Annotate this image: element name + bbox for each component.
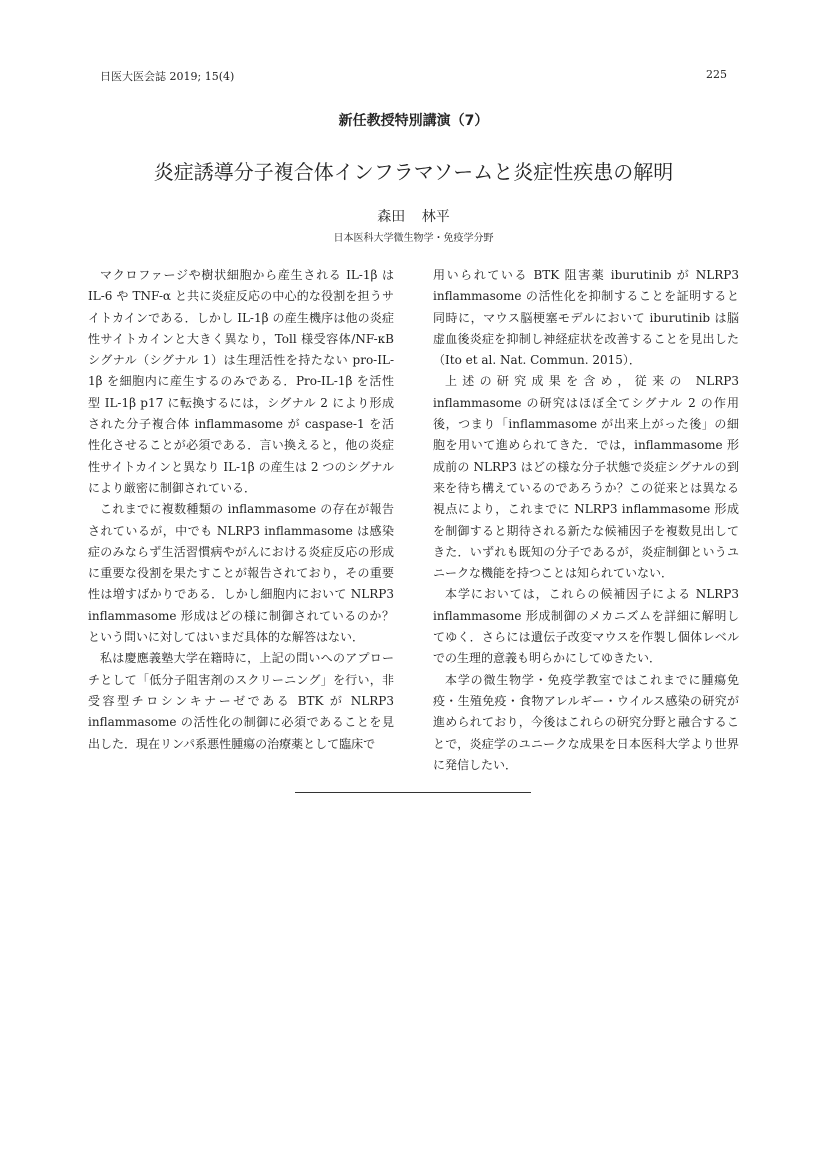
right-column <box>433 265 739 776</box>
body-paragraph-continuation: 用いられている BTK 阻害薬 iburutinib が NLRP3 inflammasome の活性化を抑制することを証明すると同時に，マウス脳梗塞モデルにおいて iburutinib は脳虚血後炎症を抑制し神経症状を改善することを見出した（Ito et al. Nat. Commun. 2015）． <box>433 268 739 368</box>
body-paragraph: 本学においては，これらの候補因子による NLRP3 inflammasome 形成制御のメカニズムを詳細に解明してゆく．さらには遺伝子改変マウスを作製し個体レベルでの生理的意義も明らかにしてゆきたい． <box>433 587 739 666</box>
author-name: 森田 林平 <box>377 209 450 225</box>
author-affiliation: 日本医科大学微生物学・免疫学分野 <box>333 233 494 244</box>
body-paragraph: 本学の微生物学・免疫学教室ではこれまでに腫瘍免疫・生殖免疫・食物アレルギー・ウイルス感染の研究が進められており，今後はこれらの研究分野と融合することで，炎症学のユニークな成果を日本医科大学より世界に発信したい． <box>433 672 739 772</box>
body-paragraph: これまでに複数種類の inflammasome の存在が報告されているが，中でも NLRP3 inflammasome は感染症のみならず生活習慣病やがんにおける炎症反応の形成に重要な役割を果たすことが報告されており，その重要性は増すばかりである．しかし細胞内において NLRP3 inflammasome 形成はどの様に制御されているのか？という問いに対してはいまだ具体的な解答はない． <box>88 502 394 645</box>
running-header <box>100 68 727 84</box>
journal-citation: 日医大医会誌 2019; 15(4) <box>100 70 235 83</box>
left-column <box>88 265 394 755</box>
page-number: 225 <box>706 68 727 81</box>
body-paragraph: 上述の研究成果を含め，従来の NLRP3 inflammasome の研究はほぼ全てシグナル 2 の作用後，つまり「inflammasome が出来上がった後」の細胞を用いて進められてきた．では，inflammasome 形成前の NLRP3 はどの様な分子状態で炎症シグナルの到来を待ち構えているのであろうか？この従来とは異なる視点により，これまでに NLRP3 inflammasome 形成を制御すると期待される新たな候補因子を複数見出してきた．いずれも既知の分子であるが，炎症制御というユニークな機能を持つことは知られていない． <box>433 374 739 581</box>
article-title: 炎症誘導分子複合体インフラマソームと炎症性疾患の解明 <box>153 160 674 184</box>
body-paragraph: マクロファージや樹状細胞から産生される IL-1β は IL-6 や TNF-α と共に炎症反応の中心的な役割を担うサイトカインである．しかし IL-1β の産生機序は他の炎症性サイトカインと大きく異なり，Toll 様受容体/NF-κB シグナル（シグナル 1）は生理活性を持たない pro-IL-1β を細胞内に産生するのみである．Pro-IL-1β を活性型 IL-1β p17 に転換するには，シグナル 2 により形成された分子複合体 inflammasome が caspase-1 を活性化させることが必須である．言い換えると，他の炎症性サイトカインと異なり IL-1β の産生は 2 つのシグナルにより厳密に制御されている． <box>88 268 394 495</box>
body-paragraph: 私は慶應義塾大学在籍時に，上記の問いへのアプローチとして「低分子阻害剤のスクリーニング」を行い，非受容型チロシンキナーゼである BTK が NLRP3 inflammasome の活性化の制御に必須であることを見出した．現在リンパ系悪性腫瘍の治療薬として臨床で <box>88 651 394 751</box>
end-rule <box>295 792 531 793</box>
section-label: 新任教授特別講演（7） <box>338 113 489 129</box>
